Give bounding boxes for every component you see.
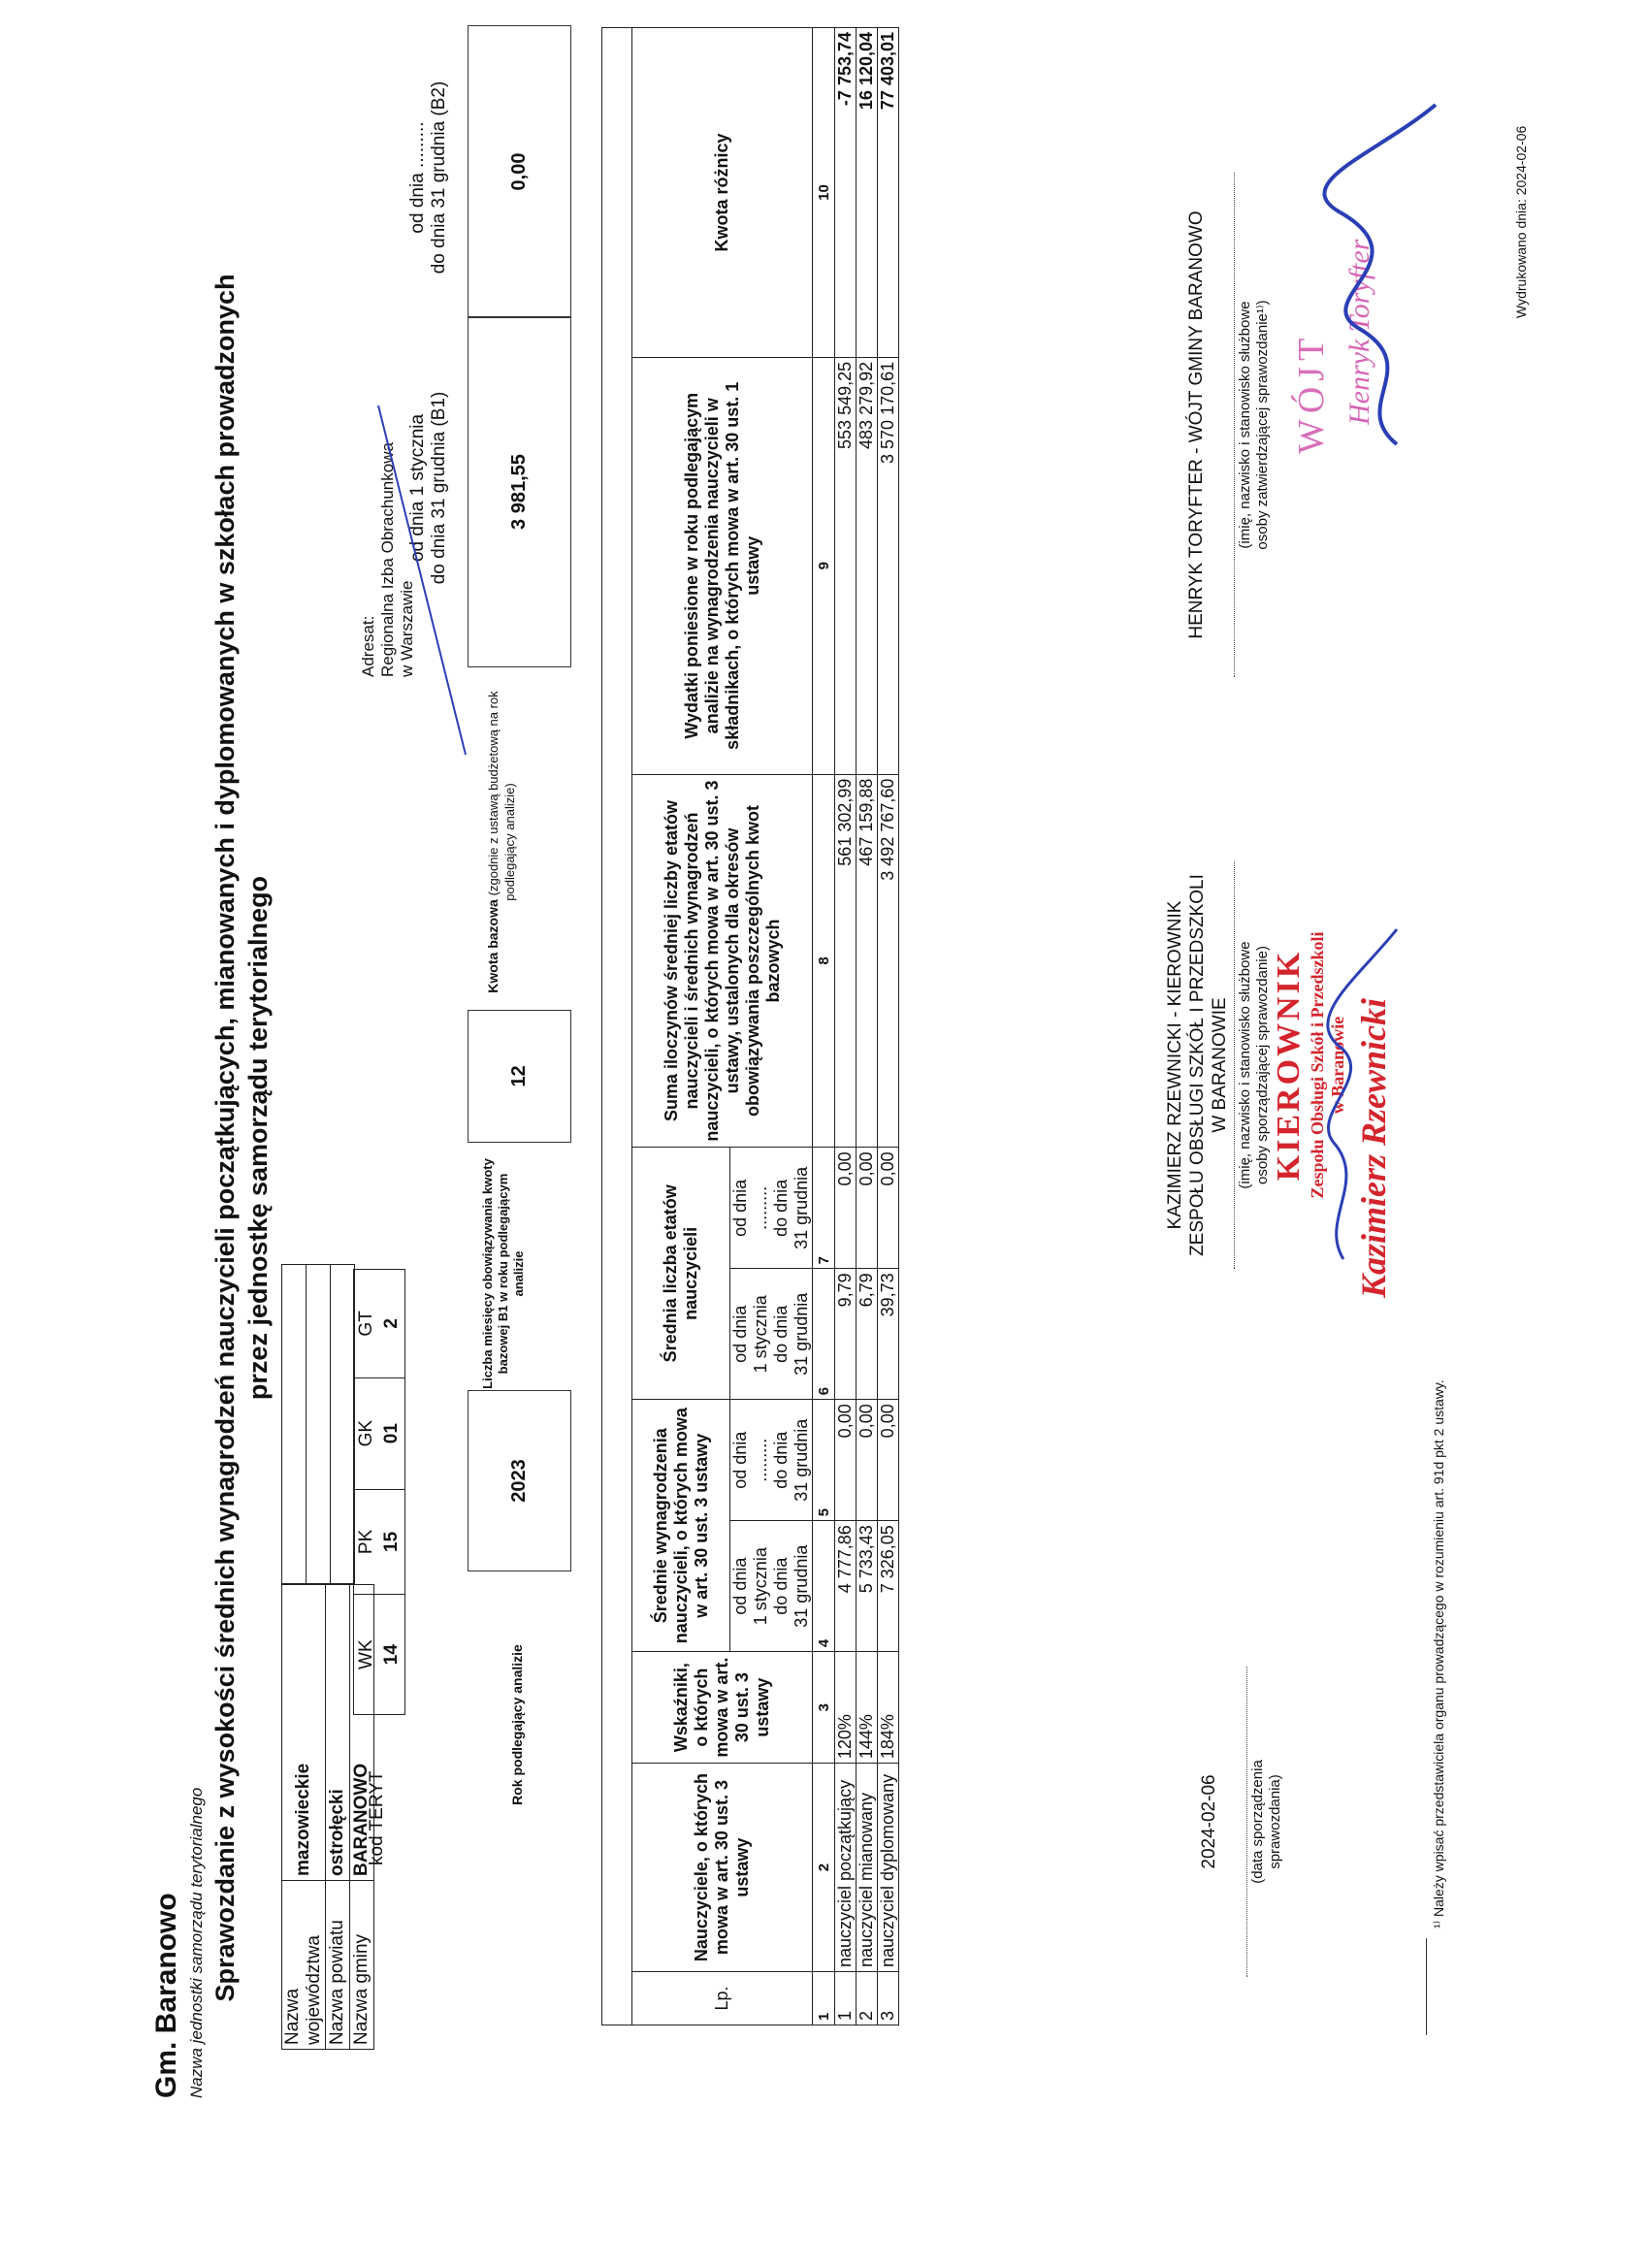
col-number: 5 (813, 1400, 835, 1521)
wojt-signature (1324, 105, 1436, 444)
period-line: do dnia (771, 1431, 791, 1489)
row-pay-2: 0,00 (857, 1400, 878, 1521)
header-index: Wskaźniki, o których mowa w art. 30 ust. 3 ustawy (632, 1652, 813, 1764)
months-label: Liczba miesięcy obowiązywania kwoty bazowej B1 w roku podlegającym analizie (480, 1158, 526, 1389)
teryt-value: 2 (379, 1270, 405, 1378)
row-fte-1: 9,79 (835, 1269, 857, 1400)
year-value: 2023 (468, 1390, 571, 1571)
row-expenses: 3 570 170,61 (878, 357, 899, 774)
row-pay-1: 5 733,43 (857, 1521, 878, 1652)
col-number: 4 (813, 1521, 835, 1652)
b1-period-line1: od dnia 1 stycznia (407, 413, 428, 563)
wojt-stamp: WÓJT (1291, 332, 1332, 454)
b1-period-line2: do dnia 31 grudnia (B1) (429, 391, 449, 585)
teryt-header: PK (354, 1489, 380, 1595)
preparer-line2: ZESPOŁU OBSŁUGI SZKÓŁ I PRZEDSZKOLI (1187, 874, 1208, 1256)
base-amount-label-note: (zgodnie z ustawą budżetową na rok podlegający analizie) (486, 691, 517, 901)
period-line: ......... (751, 1438, 770, 1482)
row-fte-1: 6,79 (857, 1269, 878, 1400)
period-line: 1 stycznia (751, 1547, 770, 1626)
date-caption-line1: (data sporządzenia (1249, 1760, 1266, 1884)
info-label: Nazwa województwa (282, 1881, 326, 2050)
period-line: od dnia (730, 1179, 750, 1237)
row-expenses: 483 279,92 (857, 357, 878, 774)
date-value: 2024-02-06 (1199, 1774, 1219, 1869)
period-line: 1 stycznia (751, 1295, 770, 1374)
period-line: 31 grudnia (792, 1544, 811, 1628)
header-teachers: Nauczyciele, o których mowa w art. 30 ust. 3 ustawy (632, 1764, 813, 1972)
row-lp: 1 (835, 1972, 857, 2025)
row-index: 144% (857, 1652, 878, 1764)
row-pay-2: 0,00 (878, 1400, 899, 1521)
row-pay-2: 0,00 (835, 1400, 857, 1521)
col-number: 8 (813, 774, 835, 1148)
header-expenses: Wydatki poniesione w roku podlegającym analizie na wynagrodzenia nauczycieli w składnikach, o których mowa w art. 30 ust. 1 ustawy (632, 357, 813, 774)
period-line: od dnia (730, 1431, 750, 1489)
b2-value: 0,00 (468, 25, 571, 318)
stamp-line1: Zespołu Obsługi Szkół i Przedszkoli (1308, 931, 1327, 1199)
period-line: do dnia (771, 1557, 791, 1615)
teryt-label: kod TERYT (367, 1770, 387, 1865)
addressee-line2: w Warszawie (398, 580, 416, 677)
row-difference: -7 753,74 (835, 28, 857, 358)
col-number: 7 (813, 1148, 835, 1269)
teryt-header: GK (354, 1377, 380, 1489)
footnote-rule (1426, 1938, 1427, 2035)
period-line: od dnia (730, 1305, 750, 1363)
info-value: mazowieckie (282, 1585, 326, 1881)
row-pay-1: 7 326,05 (878, 1521, 899, 1652)
report-title-line1: Sprawozdanie z wysokości średnich wynagrodzeń nauczycieli początkujących, mianowanych i dyplomowanych w szkołach prowadzonych (210, 274, 240, 2002)
period-line: 31 grudnia (792, 1418, 811, 1502)
row-index: 184% (878, 1652, 899, 1764)
teryt-value: 01 (379, 1377, 405, 1489)
row-difference: 16 120,04 (857, 28, 878, 358)
wojt-name-stamp: Henryk Toryfter (1343, 239, 1375, 425)
approver-caption-line2: osoby zatwierdzającej sprawozdanie¹⁾) (1254, 300, 1271, 550)
row-sum: 467 159,88 (857, 774, 878, 1148)
row-sum: 3 492 767,60 (878, 774, 899, 1148)
col-number: 2 (813, 1764, 835, 1972)
header-avg-pay: Średnie wynagrodzenia nauczycieli, o których mowa w art. 30 ust. 3 ustawy (632, 1400, 730, 1652)
info-label: Nazwa powiatu (326, 1881, 350, 2050)
row-lp: 3 (878, 1972, 899, 2025)
period-line: od dnia (730, 1557, 750, 1615)
row-difference: 77 403,01 (878, 28, 899, 358)
printed-date: Wydrukowano dnia: 2024-02-06 (1513, 125, 1529, 318)
period-line: do dnia (771, 1179, 791, 1237)
b2-period-line1: od dnia ......... (407, 121, 428, 234)
col-number: 9 (813, 357, 835, 774)
preparer-line1: KAZIMIERZ RZEWNICKI - KIEROWNIK (1165, 900, 1185, 1230)
info-value: BARANOWO (350, 1585, 374, 1881)
preparer-caption-line2: osoby sporządzającej sprawozdanie) (1254, 946, 1271, 1184)
col-number: 6 (813, 1269, 835, 1400)
addressee-line1: Regionalna Izba Obrachunkowa (378, 442, 397, 677)
col-number: 10 (813, 28, 835, 358)
stamp-title: KIEROWNIK (1271, 949, 1307, 1182)
year-label: Rok podlegający analizie (509, 1644, 525, 1805)
months-value: 12 (468, 1010, 571, 1143)
info-value: ostrołęcki (326, 1585, 350, 1881)
row-teacher: nauczyciel dyplomowany (878, 1764, 899, 1972)
header-difference: Kwota różnicy (632, 28, 813, 358)
col-number: 3 (813, 1652, 835, 1764)
teryt-value: 15 (379, 1489, 405, 1595)
row-fte-2: 0,00 (835, 1148, 857, 1269)
row-index: 120% (835, 1652, 857, 1764)
report-title-line2: przez jednostkę samorządu terytorialnego (243, 875, 273, 1401)
addressee-ink-stroke (378, 405, 466, 755)
teryt-value: 14 (379, 1595, 405, 1715)
period-line: do dnia (771, 1305, 791, 1363)
row-fte-1: 39,73 (878, 1269, 899, 1400)
header-avg-fte: Średnia liczba etatów nauczycieli (632, 1148, 730, 1400)
b2-period-line2: do dnia 31 grudnia (B2) (429, 81, 449, 275)
info-label: Nazwa gminy (350, 1881, 374, 2050)
addressee-label: Adresat: (359, 615, 377, 677)
kierownik-signature (1328, 929, 1397, 1259)
col-number: 1 (813, 1972, 835, 2025)
period-line: 31 grudnia (792, 1292, 811, 1376)
date-caption-line2: sprawozdania) (1267, 1774, 1283, 1869)
preparer-caption-line1: (imię, nazwisko i stanowisko służbowe (1237, 941, 1253, 1189)
base-amount-label-bold: Kwota bazowa (485, 899, 501, 993)
stamp-line2: w Baranowie (1328, 1016, 1347, 1115)
header-lp: Lp. (632, 1972, 813, 2025)
b1-value: 3 981,55 (468, 316, 571, 667)
row-sum: 561 302,99 (835, 774, 857, 1148)
row-teacher: nauczyciel mianowany (857, 1764, 878, 1972)
row-fte-2: 0,00 (857, 1148, 878, 1269)
period-line: 31 grudnia (792, 1166, 811, 1249)
kierownik-name-stamp: Kazimierz Rzewnicki (1354, 997, 1393, 1298)
period-line: ......... (751, 1185, 770, 1230)
row-expenses: 553 549,25 (835, 357, 857, 774)
preparer-line3: W BARANOWIE (1210, 997, 1230, 1133)
teryt-header: GT (354, 1270, 380, 1378)
header-sum: Suma iloczynów średniej liczby etatów nauczycieli i średnich wynagrodzeń nauczycieli, o których mowa w art. 30 ust. 3 ustawy, ustalonych dla okresów obowiązywania poszczególnych kwot bazowych (632, 774, 813, 1148)
gmina-name: Gm. Baranowo (150, 1893, 182, 2098)
gmina-caption: Nazwa jednostki samorządu terytorialnego (187, 1787, 206, 2098)
footnote: ¹⁾ Należy wpisać przedstawiciela organu prowadzącego w rozumieniu art. 91d pkt 2 ustawy. (1431, 1379, 1446, 1928)
row-teacher: nauczyciel początkujący (835, 1764, 857, 1972)
teryt-header: WK (354, 1595, 380, 1715)
row-lp: 2 (857, 1972, 878, 2025)
row-fte-2: 0,00 (878, 1148, 899, 1269)
row-pay-1: 4 777,86 (835, 1521, 857, 1652)
approver-name: HENRYK TORYFTER - WÓJT GMINY BARANOWO (1186, 211, 1207, 639)
approver-caption-line1: (imię, nazwisko i stanowisko służbowe (1237, 301, 1253, 549)
